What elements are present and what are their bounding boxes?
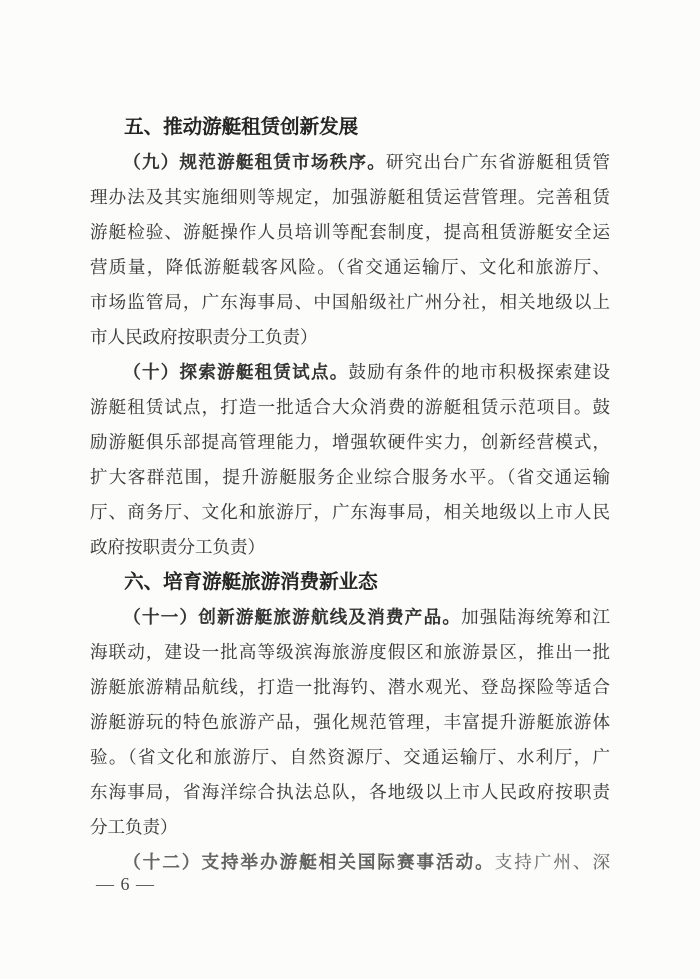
body-text: 游艇游玩的特色旅游产品，强化规范管理，丰富提升游艇旅游体 [90, 712, 610, 732]
item-11-line-4 [90, 705, 610, 740]
item-11-title: （十一）创新游艇旅游航线及消费产品。 [123, 607, 462, 627]
item-9-line-3 [90, 215, 610, 250]
body-text: 游艇旅游精品航线，打造一批海钓、潜水观光、登岛探险等适合 [90, 677, 610, 697]
item-11-line-1 [90, 600, 610, 635]
section-heading-text: 六、培育游艇旅游消费新业态 [124, 571, 378, 593]
body-text: 市人民政府按职责分工负责） [90, 327, 318, 347]
item-9-line-1 [90, 145, 610, 180]
item-10-title: （十）探索游艇租赁试点。 [123, 362, 349, 382]
body-text: 东海事局，省海洋综合执法总队，各地级以上市人民政府按职责 [90, 782, 610, 802]
body-text: 验。（省文化和旅游厅、自然资源厅、交通运输厅、水利厅，广 [90, 747, 610, 767]
item-9-line-6 [90, 320, 610, 355]
body-text: 营质量，降低游艇载客风险。（省交通运输厅、文化和旅游厅、 [90, 257, 610, 277]
item-9-line-5 [90, 285, 610, 320]
item-10-line-2 [90, 390, 610, 425]
item-9-title: （九）规范游艇租赁市场秩序。 [123, 152, 387, 172]
item-12-line-1 [90, 845, 610, 880]
body-text: 政府按职责分工负责） [90, 537, 265, 557]
body-text: 海联动，建设一批高等级滨海旅游度假区和旅游景区，推出一批 [90, 642, 610, 662]
body-text: 支持广州、深 [494, 852, 611, 872]
section-heading-text: 五、推动游艇租赁创新发展 [124, 116, 359, 138]
item-10-line-1 [90, 355, 610, 390]
body-text: 市场监管局，广东海事局、中国船级社广州分社，相关地级以上 [90, 292, 610, 312]
item-9-line-4 [90, 250, 610, 285]
item-10-line-5 [90, 495, 610, 530]
body-text: 研究出台广东省游艇租赁管 [386, 152, 611, 172]
body-text: 加强陆海统筹和江 [461, 607, 610, 627]
body-text: 分工负责） [90, 817, 178, 837]
body-text: 扩大客群范围，提升游艇服务企业综合服务水平。（省交通运输 [90, 467, 610, 487]
item-10-line-4 [90, 460, 610, 495]
body-text: 理办法及其实施细则等规定，加强游艇租赁运营管理。完善租赁 [90, 187, 610, 207]
item-11-line-3 [90, 670, 610, 705]
section-heading-6 [90, 565, 610, 600]
body-text: 厅、商务厅、文化和旅游厅，广东海事局，相关地级以上市人民 [90, 502, 610, 522]
item-11-line-2 [90, 635, 610, 670]
item-11-line-7 [90, 810, 610, 845]
item-12-title: （十二）支持举办游艇相关国际赛事活动。 [123, 852, 495, 872]
item-11-line-6 [90, 775, 610, 810]
section-heading-5 [90, 110, 610, 145]
body-text: 游艇检验、游艇操作人员培训等配套制度，提高租赁游艇安全运 [90, 222, 610, 242]
body-text: 励游艇俱乐部提高管理能力，增强软硬件实力，创新经营模式， [90, 432, 610, 452]
body-text: 鼓励有条件的地市积极探索建设 [348, 362, 611, 382]
item-10-line-6 [90, 530, 610, 565]
document-body [90, 110, 610, 880]
item-9-line-2 [90, 180, 610, 215]
body-text: 游艇租赁试点，打造一批适合大众消费的游艇租赁示范项目。鼓 [90, 397, 610, 417]
item-11-line-5 [90, 740, 610, 775]
item-10-line-3 [90, 425, 610, 460]
page-number: — 6 — [96, 874, 155, 894]
